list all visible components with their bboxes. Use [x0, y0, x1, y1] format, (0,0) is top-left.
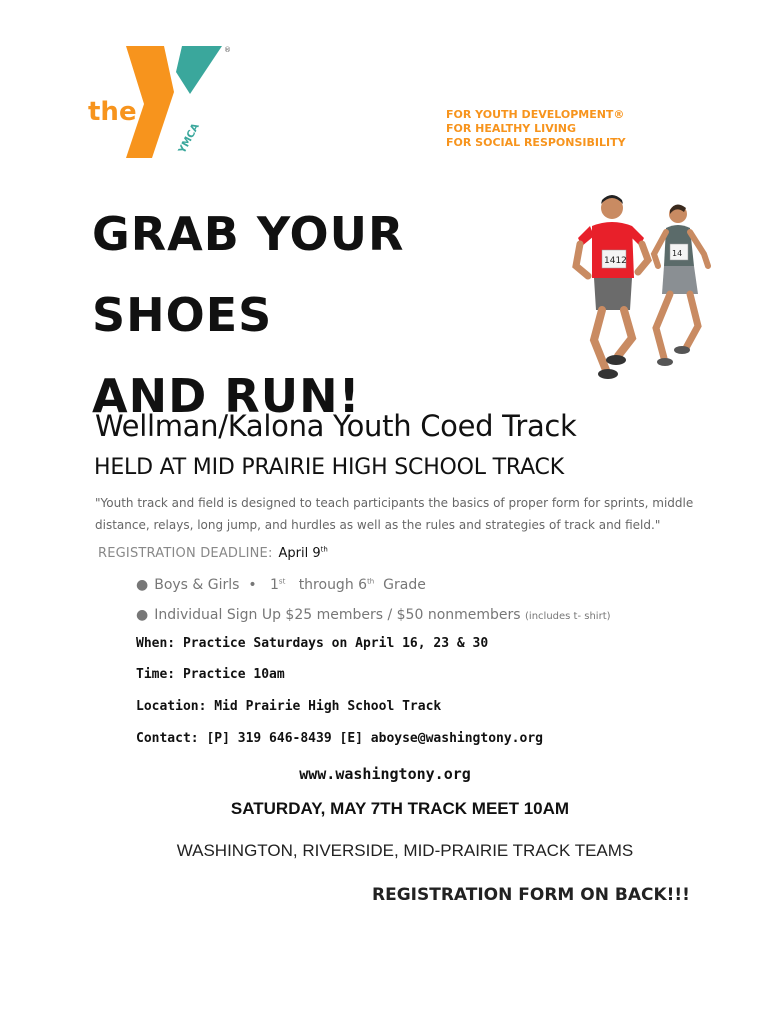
venue-heading: HELD AT MID PRAIRIE HIGH SCHOOL TRACK — [94, 455, 564, 480]
grades-from-suffix: st — [278, 577, 286, 586]
list-item-grades — [136, 574, 426, 596]
grades-through: through 6 — [298, 577, 368, 593]
ymca-logo — [86, 42, 236, 160]
detail-location: Location: Mid Prairie High School Track — [136, 699, 442, 714]
tagline-line-2: FOR HEALTHY LIVING — [446, 122, 577, 135]
bullet-icon: ● — [136, 577, 149, 593]
logo-ymca-text: YMCA — [176, 121, 202, 156]
detail-time: Time: Practice 10am — [136, 667, 285, 682]
grades-from: 1 — [270, 577, 279, 593]
grades-lead: Boys & Girls — [154, 577, 240, 593]
deadline-value — [279, 546, 328, 561]
tagline-line-3: FOR SOCIAL RESPONSIBILITY — [446, 136, 626, 149]
deadline-date: April 9 — [278, 546, 321, 561]
bullet-icon: ● — [136, 607, 149, 623]
registered-mark: ® — [224, 46, 231, 54]
bib-number-1: 1412 — [604, 256, 627, 266]
program-title: Wellman/Kalona Youth Coed Track — [95, 409, 577, 443]
bib-number-2: 14 — [672, 249, 683, 258]
fee-text: Individual Sign Up $25 members / $50 nonmembers — [154, 607, 521, 623]
headline-line-2: SHOES — [92, 288, 273, 342]
ymca-tagline — [446, 108, 676, 150]
list-item-fee — [136, 604, 611, 628]
tagline-line-1: FOR YOUTH DEVELOPMENT® — [446, 108, 625, 121]
runner-man — [576, 195, 648, 379]
deadline-label: REGISTRATION DEADLINE: — [98, 546, 273, 561]
fee-note: (includes t- shirt) — [525, 611, 611, 622]
headline-line-1: GRAB YOUR — [92, 207, 405, 261]
runners-photo — [566, 188, 716, 388]
headline-line-3: AND RUN! — [92, 369, 361, 423]
teams-list: WASHINGTON, RIVERSIDE, MID-PRAIRIE TRACK TEAMS — [176, 841, 634, 860]
grades-separator: • — [248, 577, 257, 593]
headline — [92, 194, 512, 437]
program-description: "Youth track and field is designed to teach participants the basics of proper form for sprints, middle distance, relays, long jump, and hurdles as well as the rules and strategies of track and field." — [95, 496, 694, 532]
deadline-date-suffix: th — [320, 545, 328, 554]
logo-the-text: the — [88, 97, 137, 127]
grades-tail: Grade — [383, 577, 426, 593]
website-link[interactable]: www.washingtony.org — [299, 765, 471, 783]
registration-deadline — [98, 543, 328, 565]
track-meet-date: SATURDAY, MAY 7TH TRACK MEET 10AM — [230, 799, 570, 818]
ymca-y-icon — [86, 42, 236, 160]
detail-when: When: Practice Saturdays on April 16, 23 & 30 — [136, 636, 489, 651]
grades-to-suffix: th — [367, 577, 375, 586]
registration-form-note: REGISTRATION FORM ON BACK!!! — [372, 885, 690, 905]
runner-woman — [654, 204, 708, 366]
detail-contact: Contact: [P] 319 646-8439 [E] aboyse@washingtony.org — [136, 731, 543, 746]
